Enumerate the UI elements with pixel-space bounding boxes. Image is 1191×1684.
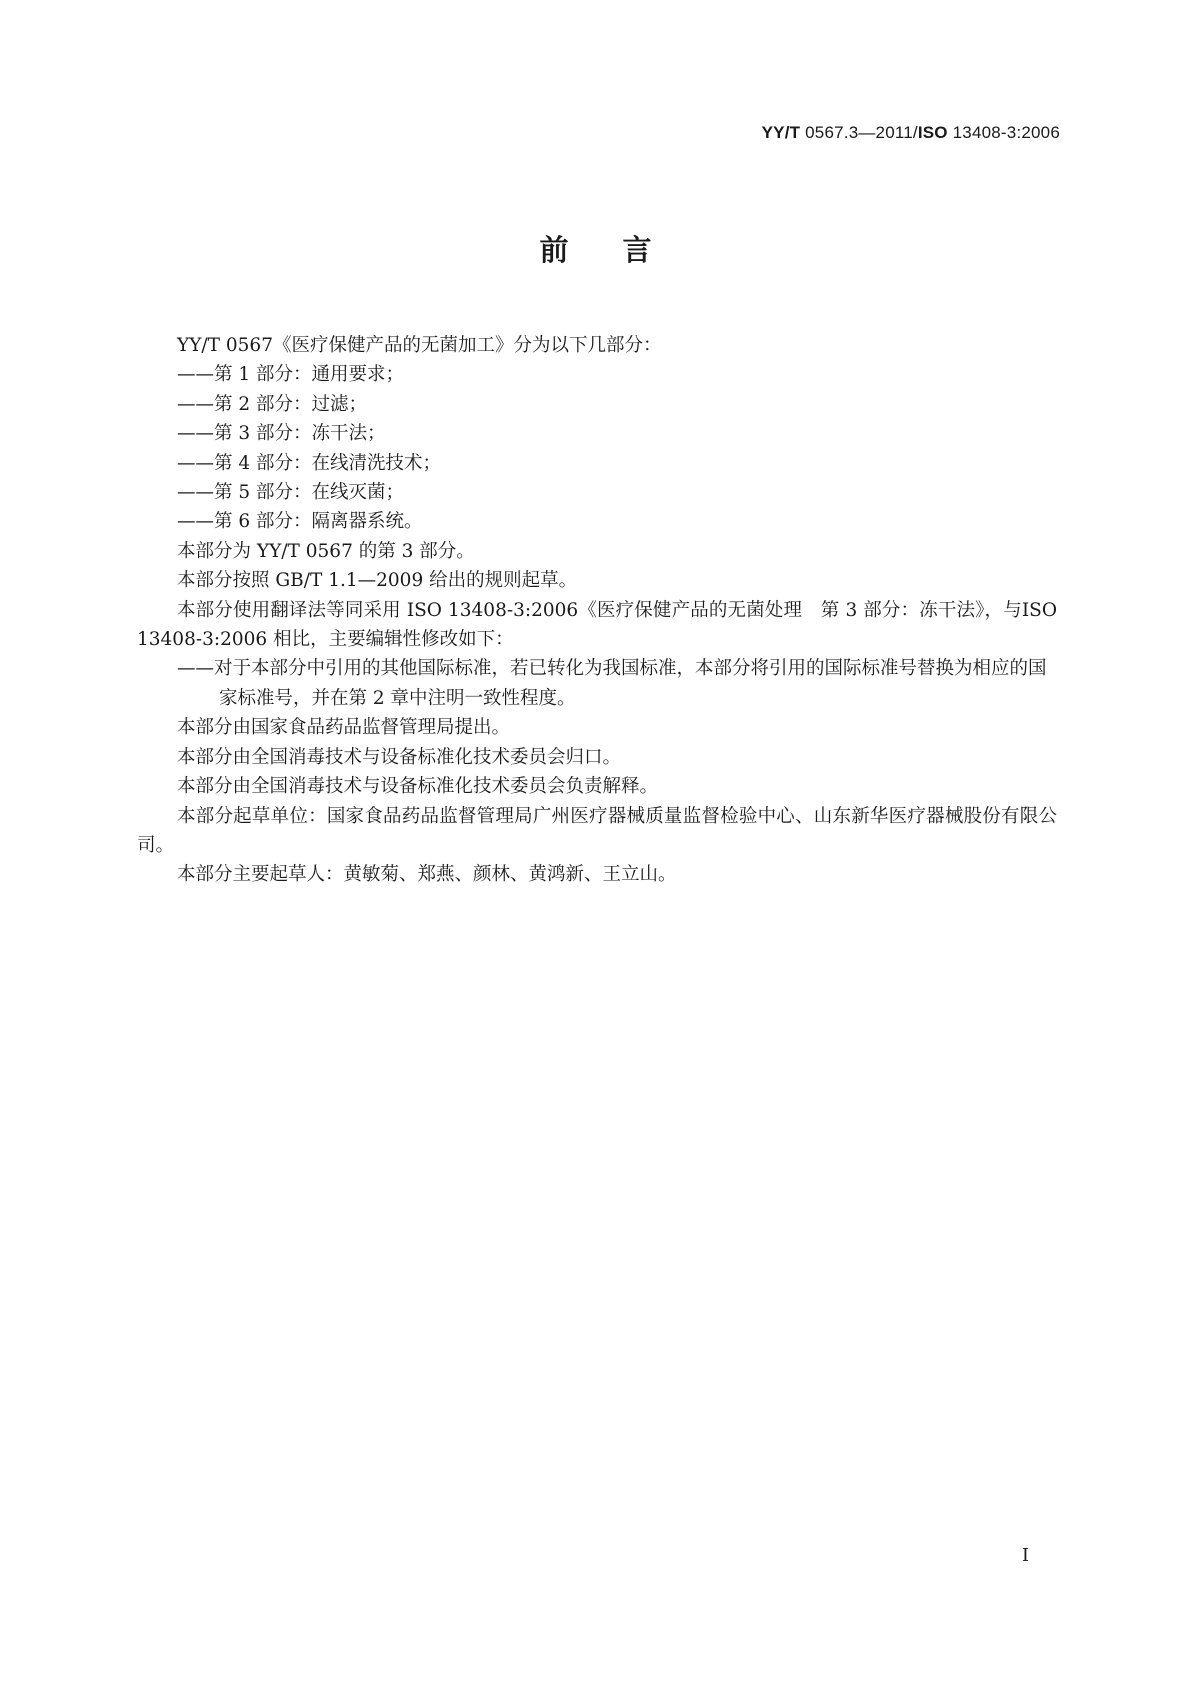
page-number: I xyxy=(1021,1545,1029,1566)
list-item-part-4: ——第 4 部分：在线清洗技术； xyxy=(177,452,442,474)
list-item-part-6: ——第 6 部分：隔离器系统。 xyxy=(177,511,423,533)
page-title: 前言 xyxy=(539,233,706,267)
list-item-part-1: ——第 1 部分：通用要求； xyxy=(177,364,405,386)
proposed-by-paragraph: 本部分由国家食品药品监督管理局提出。 xyxy=(177,717,511,739)
standard-code-header xyxy=(762,123,1060,143)
standard-code-iso: ISO xyxy=(917,123,948,142)
drafting-rule-paragraph: 本部分按照 GB/T 1.1—2009 给出的规则起草。 xyxy=(177,570,578,592)
list-item-part-5: ——第 5 部分：在线灭菌； xyxy=(177,482,405,504)
interpreted-by-paragraph: 本部分由全国消毒技术与设备标准化技术委员会负责解释。 xyxy=(177,776,659,798)
this-part-paragraph: 本部分为 YY/T 0567 的第 3 部分。 xyxy=(177,540,475,562)
list-item-part-2: ——第 2 部分：过滤； xyxy=(177,393,368,415)
intro-paragraph: YY/T 0567《医疗保健产品的无菌加工》分为以下几部分： xyxy=(177,335,662,356)
modification-item: ——对于本部分中引用的其他国际标准，若已转化为我国标准，本部分将引用的国际标准号替换为相应的国家标准号，并在第 2 章中注明一致性程度。 xyxy=(177,658,1047,709)
drafters-paragraph: 本部分主要起草人：黄敏菊、郑燕、颜林、黄鸿新、王立山。 xyxy=(177,864,677,886)
list-item-part-3: ——第 3 部分：冻干法； xyxy=(177,423,386,445)
document-body xyxy=(137,331,1057,890)
standard-code-prefix: YY/T xyxy=(761,123,801,142)
drafting-units-paragraph: 本部分起草单位：国家食品药品监督管理局广州医疗器械质量监督检验中心、山东新华医疗器械股份有限公司。 xyxy=(137,805,1057,856)
standard-code-iso-number: 13408-3:2006 xyxy=(947,123,1060,142)
translation-paragraph: 本部分使用翻译法等同采用 ISO 13408-3:2006《医疗保健产品的无菌处理 第 3 部分：冻干法》，与ISO 13408-3:2006 相比，主要编辑性修改如下： xyxy=(137,599,1057,651)
standard-code-number: 0567.3—2011/ xyxy=(800,123,918,142)
centralized-by-paragraph: 本部分由全国消毒技术与设备标准化技术委员会归口。 xyxy=(177,746,622,768)
